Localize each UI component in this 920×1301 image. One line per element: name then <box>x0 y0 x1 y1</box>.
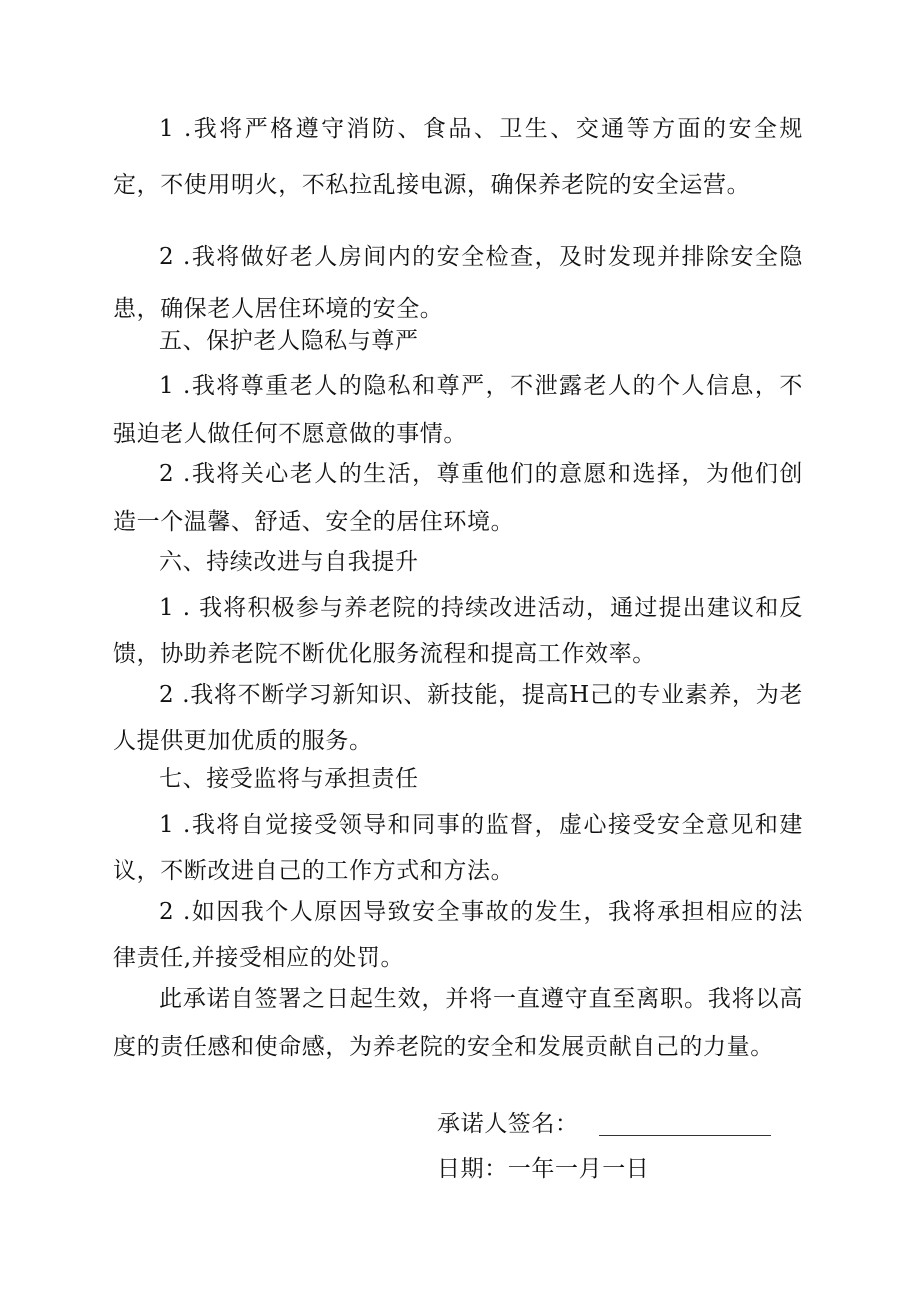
signature-line[interactable] <box>599 1111 771 1136</box>
paragraph-care-life: 2 .我将关心老人的生活，尊重他们的意愿和选择，为他们创造一个温馨、舒适、安全的居住环境。 <box>113 461 803 535</box>
paragraph-safety-rules: 1 .我将严格遵守消防、食品、卫生、交通等方面的安全规定，不使用明火，不私拉乱接电源，确保养老院的安全运营。 <box>113 116 803 198</box>
paragraph-continuous-improvement: 1 . 我将积极参与养老院的持续改进活动，通过提出建议和反馈，协助养老院不断优化服务流程和提高工作效率。 <box>113 595 803 667</box>
section-heading-supervision: 七、接受监将与承担责任 <box>159 766 419 792</box>
paragraph-closing-statement: 此承诺自签署之日起生效，并将一直遵守直至离职。我将以高度的责任感和使命感，为养老院的安全和发展贡献自己的力量。 <box>113 986 803 1060</box>
paragraph-self-learning: 2 .我将不断学习新知识、新技能，提高H己的专业素养，为老人提供更加优质的服务。 <box>113 682 803 754</box>
date-row <box>437 1149 649 1189</box>
section-heading-improvement: 六、持续改进与自我提升 <box>159 549 419 575</box>
signature-label: 承诺人签名： <box>437 1111 579 1137</box>
paragraph-legal-responsibility: 2 .如因我个人原因导致安全事故的发生，我将承担相应的法律责任,并接受相应的处罚。 <box>113 899 803 971</box>
signature-row <box>437 1104 771 1144</box>
section-heading-privacy: 五、保护老人隐私与尊严 <box>159 328 419 354</box>
paragraph-room-inspection: 2 .我将做好老人房间内的安全检查，及时发现并排除安全隐患，确保老人居住环境的安全。 <box>113 244 803 322</box>
paragraph-accept-supervision: 1 .我将自觉接受领导和同事的监督，虚心接受安全意见和建议，不断改进自己的工作方式和方法。 <box>113 812 803 884</box>
date-label: 日期：一年一月一日 <box>437 1156 650 1182</box>
paragraph-privacy-respect: 1 .我将尊重老人的隐私和尊严，不泄露老人的个人信息，不强迫老人做任何不愿意做的事情。 <box>113 373 803 447</box>
